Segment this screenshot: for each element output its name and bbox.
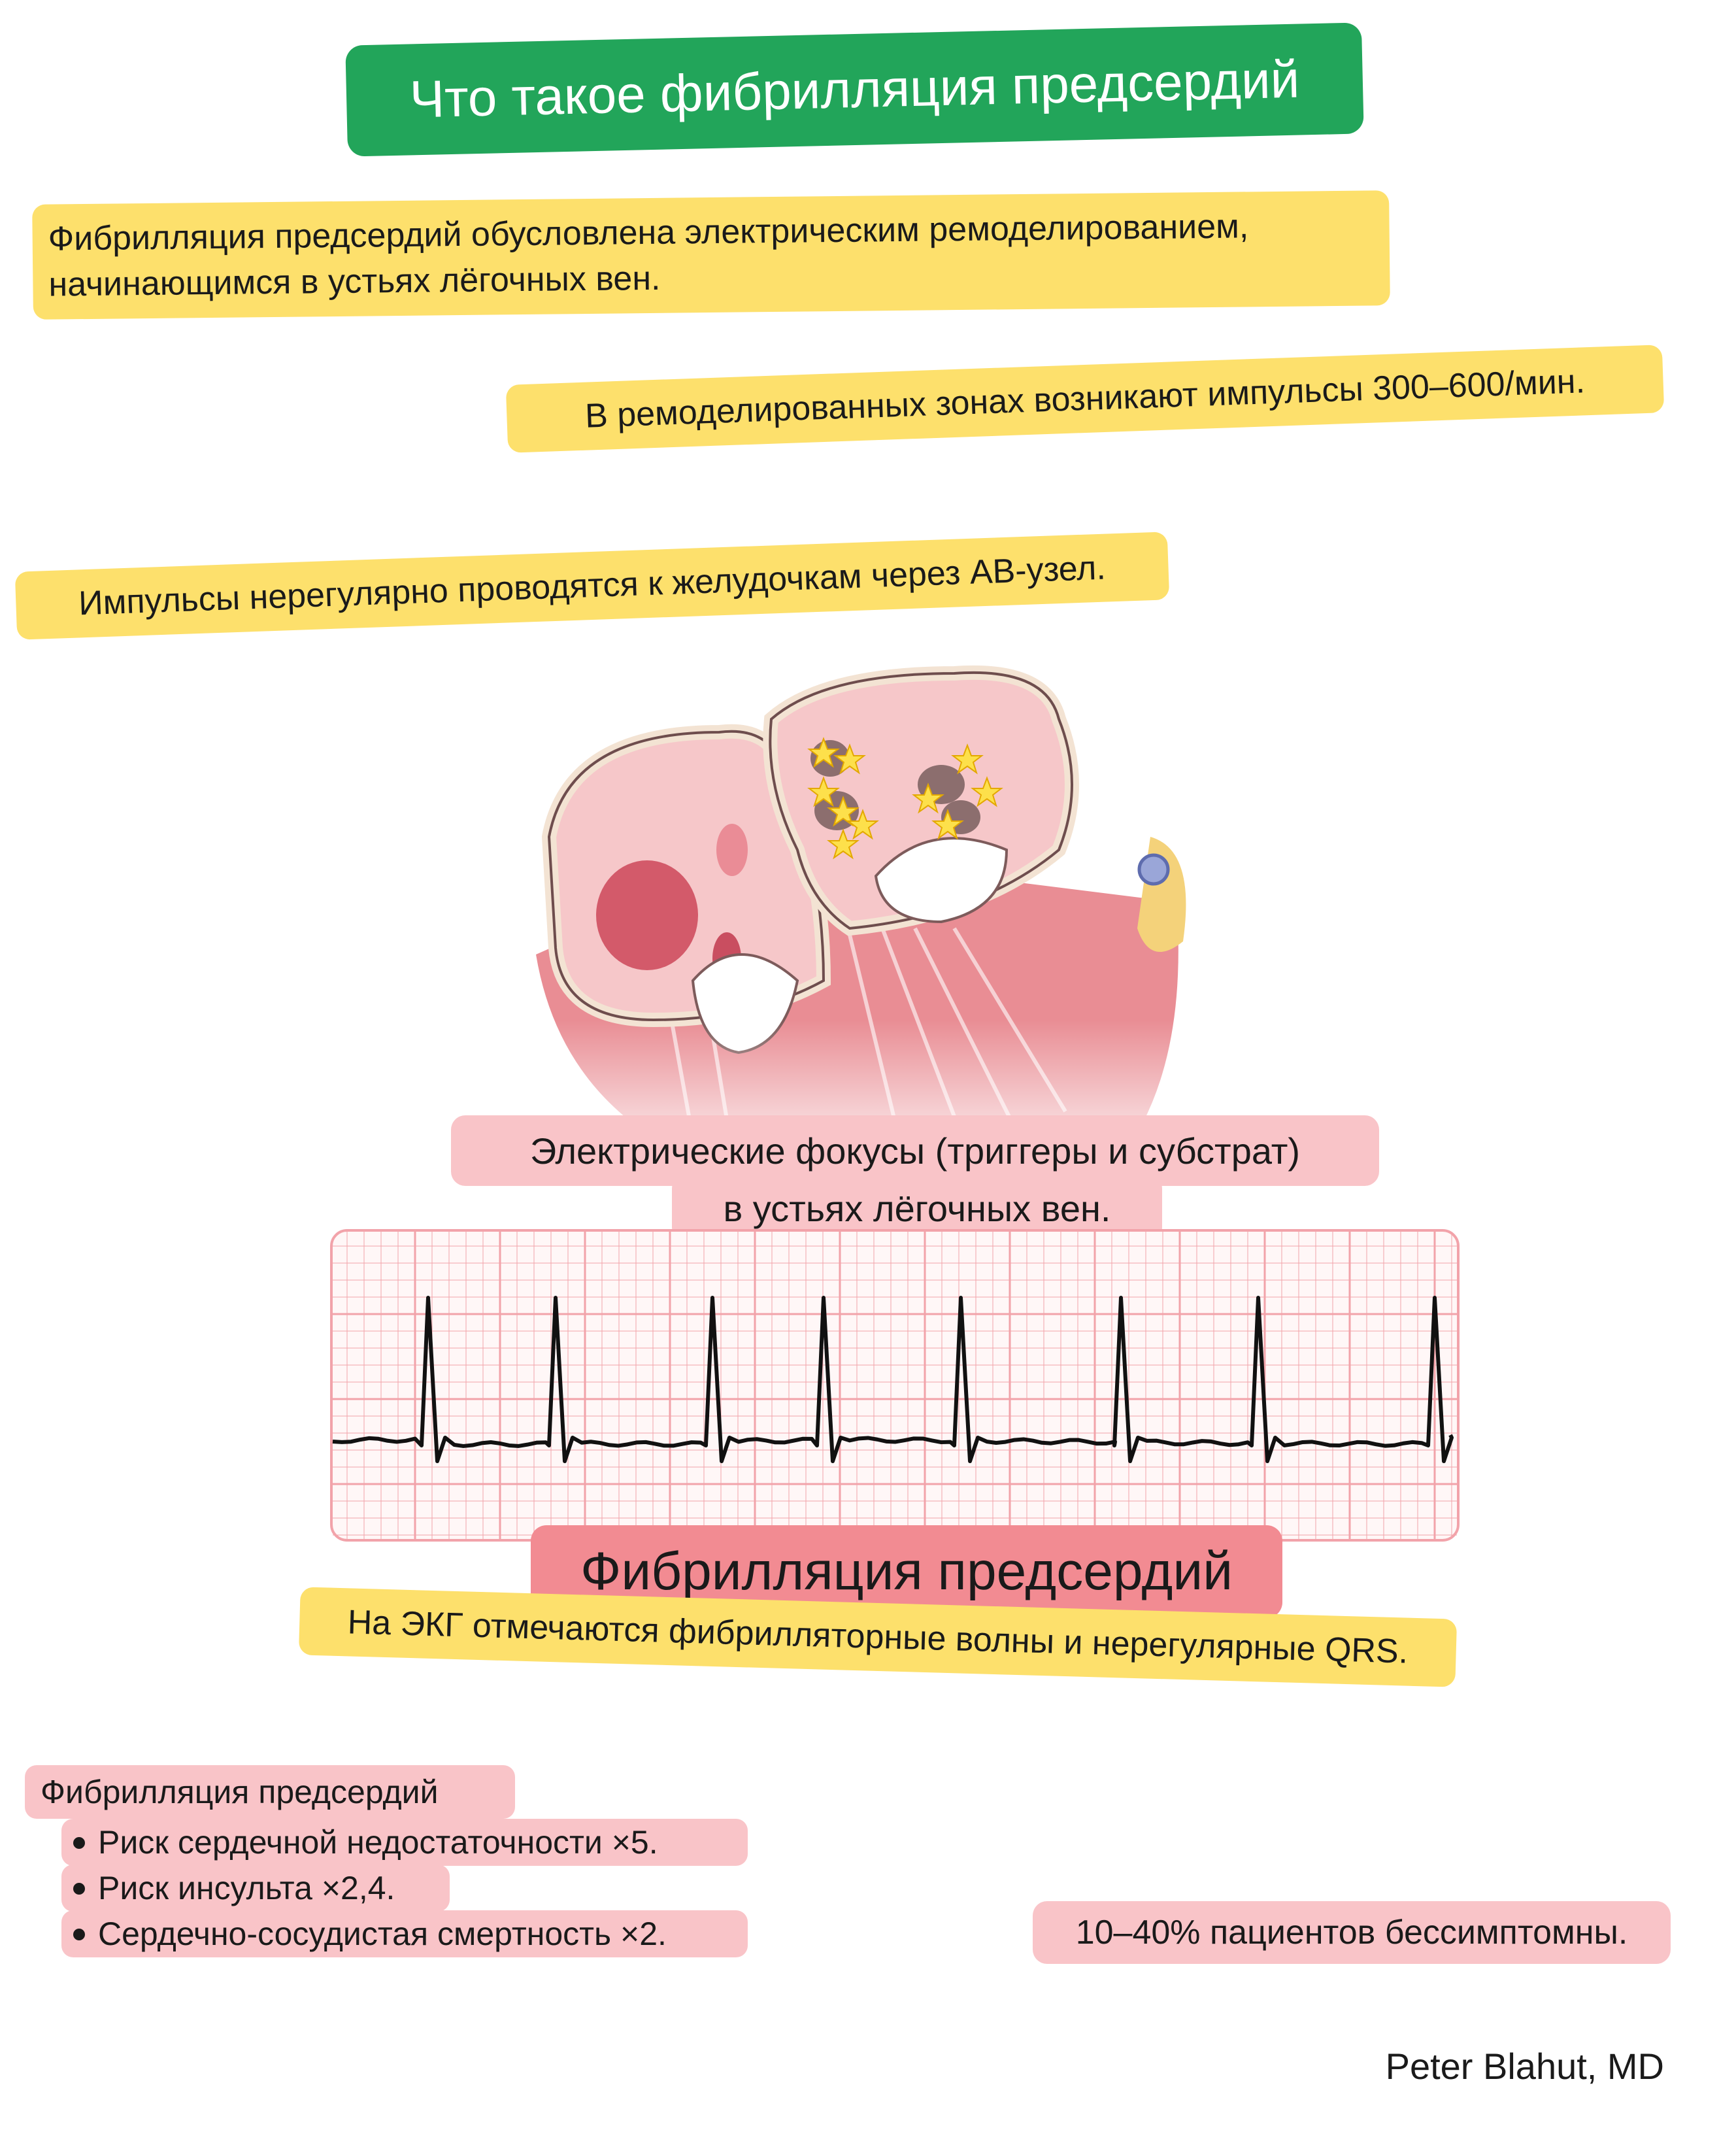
- bullet-icon: [73, 1837, 85, 1849]
- page-title: Что такое фибрилляция предсердий: [409, 50, 1301, 129]
- risks-heading-text: Фибрилляция предсердий: [41, 1774, 439, 1810]
- risk-heart-failure: Риск сердечной недостаточности ×5.: [98, 1824, 658, 1861]
- bullet-icon: [73, 1929, 85, 1940]
- caption-foci-line2-text: в устьях лёгочных вен.: [723, 1187, 1111, 1229]
- list-item: [61, 1910, 748, 1957]
- risk-cv-mortality: Сердечно-сосудистая смертность ×2.: [98, 1916, 667, 1952]
- note-remodeling: [32, 190, 1390, 320]
- asymptomatic-note-text: 10–40% пациентов бессимптомны.: [1075, 1914, 1628, 1951]
- note-remodeling-line2: начинающимся в устьях лёгочных вен.: [48, 259, 661, 304]
- author-credit-text: Peter Blahut, MD: [1385, 2046, 1664, 2087]
- list-item: [61, 1819, 748, 1866]
- asymptomatic-note: [1033, 1901, 1671, 1964]
- ecg-strip: [330, 1229, 1460, 1542]
- note-av-node-text: Импульсы нерегулярно проводятся к желудочкам через АВ-узел.: [78, 549, 1107, 623]
- caption-foci-line1-text: Электрические фокусы (триггеры и субстрат): [529, 1130, 1301, 1172]
- bullet-icon: [73, 1883, 85, 1895]
- risk-stroke: Риск инсульта ×2,4.: [98, 1870, 395, 1906]
- list-item: [61, 1865, 450, 1912]
- heart-illustration: [458, 654, 1340, 1177]
- ecg-label-text: Фибрилляция предсердий: [580, 1542, 1233, 1601]
- author-credit: [1386, 2045, 1664, 2087]
- note-av-node: [15, 532, 1170, 639]
- page-title-banner: [345, 22, 1363, 156]
- risks-heading: [25, 1765, 515, 1819]
- note-ecg-text: На ЭКГ отмечаются фибрилляторные волны и нерегулярные QRS.: [347, 1603, 1409, 1671]
- note-impulses-text: В ремоделированных зонах возникают импульсы 300–600/мин.: [584, 362, 1586, 435]
- note-impulses: [506, 345, 1665, 453]
- note-remodeling-line1: Фибрилляция предсердий обусловлена электрическим ремоделированием,: [48, 207, 1249, 258]
